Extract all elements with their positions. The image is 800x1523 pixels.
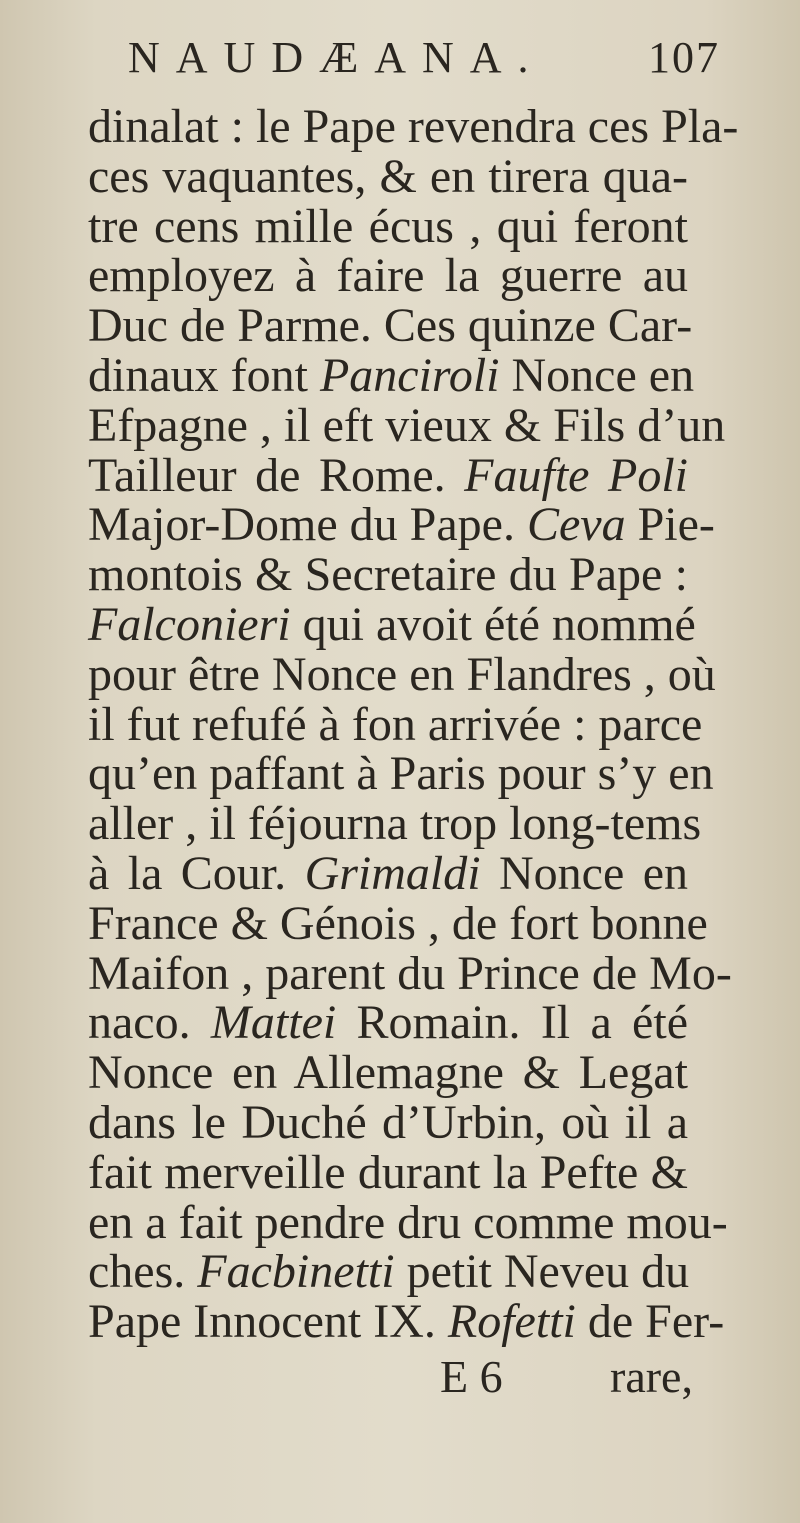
text-run: Nonce en Allemagne & Legat bbox=[88, 1046, 688, 1100]
text-run: montois & Secretaire du Pape : bbox=[88, 548, 688, 602]
page-number: 107 bbox=[648, 33, 720, 82]
text-run: de Fer- bbox=[575, 1295, 725, 1349]
text-run: ches. bbox=[88, 1245, 198, 1299]
text-run: dinaux font bbox=[88, 349, 320, 402]
text-run: dans le Duché d’Urbin, où il a bbox=[88, 1096, 688, 1149]
text-run: Tailleur de Rome. bbox=[88, 448, 465, 502]
text-run: Nonce en bbox=[499, 349, 695, 402]
text-run: Major-Dome du Pape. bbox=[88, 498, 527, 552]
italic-name: Grimaldi bbox=[304, 847, 481, 900]
running-title: NAUDÆANA. bbox=[128, 33, 545, 82]
text-run: Pape Innocent IX. bbox=[88, 1295, 448, 1349]
text-run: qu’en paffant à Paris pour s’y en bbox=[88, 747, 714, 801]
text-run: à la Cour. bbox=[88, 847, 305, 900]
italic-name: Mattei bbox=[210, 996, 337, 1050]
italic-name: Facbinetti bbox=[197, 1245, 395, 1299]
running-header bbox=[128, 28, 718, 88]
text-run: employez à faire la guerre au bbox=[88, 249, 688, 303]
text-run: qui avoit été nommé bbox=[290, 598, 696, 651]
text-run: ces vaquantes, & en tirera qua- bbox=[88, 149, 688, 203]
text-run: petit Neveu du bbox=[394, 1245, 690, 1299]
text-run: France & Génois , de fort bonne bbox=[88, 896, 708, 950]
italic-name: Ceva bbox=[526, 498, 626, 552]
text-run: fait merveille durant la Pefte & bbox=[88, 1145, 688, 1199]
text-run: Pie- bbox=[625, 498, 715, 552]
text-run: dinalat : le Pape revendra ces Pla- bbox=[88, 100, 739, 153]
italic-name: Rofetti bbox=[447, 1295, 576, 1349]
text-run: Nonce en bbox=[480, 847, 688, 900]
text-run: pour être Nonce en Flandres , où bbox=[88, 647, 716, 701]
catchword: rare, bbox=[610, 1351, 693, 1402]
italic-name: Faufte Poli bbox=[464, 448, 689, 502]
text-run: en a fait pendre dru comme mou- bbox=[88, 1195, 728, 1249]
signature-mark: E 6 bbox=[440, 1351, 503, 1402]
italic-name: Panciroli bbox=[319, 349, 500, 402]
text-run: aller , il féjourna trop long-tems bbox=[88, 797, 702, 851]
italic-name: Falconieri bbox=[88, 598, 291, 651]
text-line bbox=[88, 1293, 725, 1351]
page-footer bbox=[440, 1348, 693, 1406]
text-run: Efpagne , il eft vieux & Fils d’un bbox=[88, 398, 726, 452]
text-run: il fut refufé à fon arrivée : parce bbox=[88, 697, 703, 751]
text-run: Duc de Parme. Ces quinze Car- bbox=[88, 299, 693, 353]
text-run: Maifon , parent du Prince de Mo- bbox=[88, 946, 732, 1000]
text-run: tre cens mille écus , qui feront bbox=[88, 199, 688, 253]
text-run: naco. bbox=[88, 996, 211, 1050]
text-run: Romain. Il a été bbox=[336, 996, 689, 1050]
